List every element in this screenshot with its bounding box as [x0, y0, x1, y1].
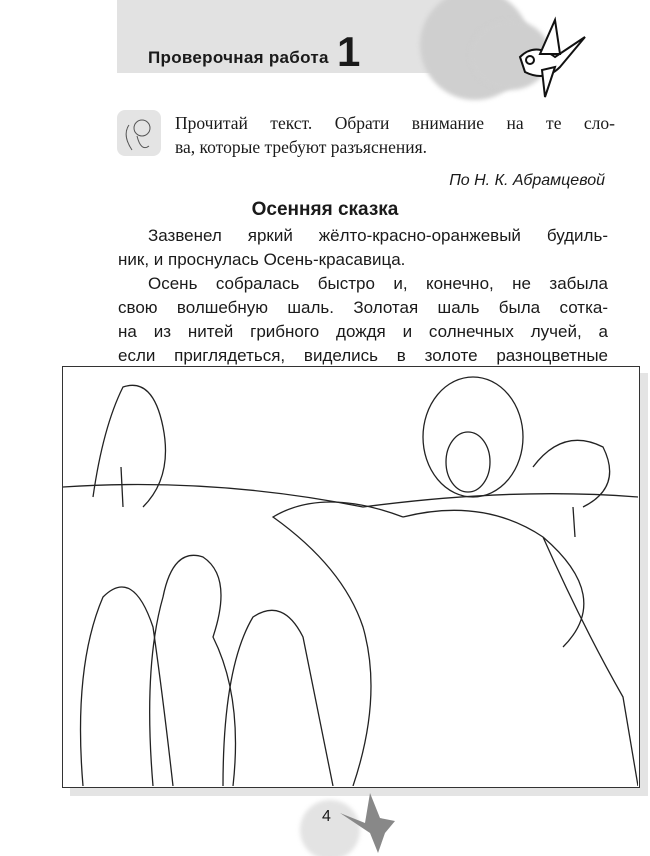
author: По Н. К. Абрамцевой	[449, 172, 605, 189]
story-line: если приглядеться, виделись в золоте разноцветные	[118, 346, 608, 365]
instruction-line: Прочитай текст. Обрати внимание на те сло-	[175, 113, 615, 133]
story-line: на из нитей грибного дождя и солнечных лучей, а	[118, 322, 608, 341]
header-number: 1	[337, 28, 361, 75]
illustration-autumn-fairy-and-children	[62, 366, 640, 788]
squirrel-icon	[117, 110, 161, 156]
story-title: Осенняя сказка	[251, 199, 399, 220]
story-line: свою волшебную шаль. Золотая шаль была сотка-	[118, 298, 608, 317]
bird-silhouette-icon	[340, 793, 400, 853]
page-number: 4	[322, 808, 331, 825]
bird-icon	[500, 12, 600, 102]
story-line: ник, и проснулась Осень-красавица.	[118, 250, 406, 269]
header-title: Проверочная работа	[148, 48, 329, 67]
instruction-line: ва, которые требуют разъяснения.	[175, 137, 428, 157]
story-line: Зазвенел яркий жёлто-красно-оранжевый будиль-	[148, 226, 608, 245]
story-line: Осень собралась быстро и, конечно, не забыла	[148, 274, 608, 293]
